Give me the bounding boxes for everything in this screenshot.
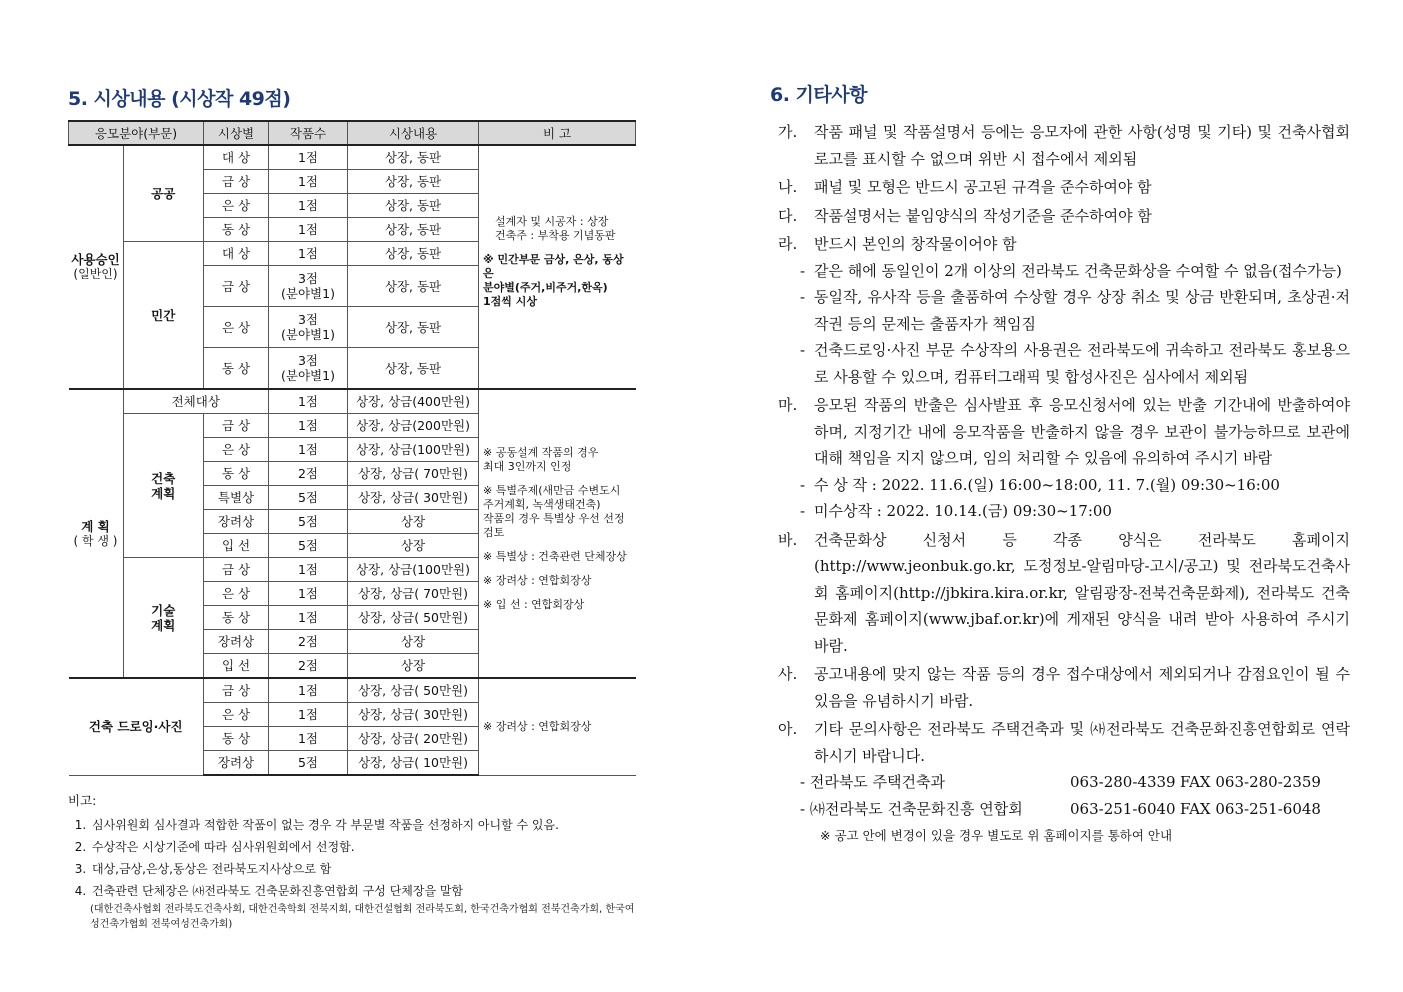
count-main: 3점	[297, 353, 319, 368]
item-marker: 라.	[778, 235, 798, 253]
award-cell: 금 상	[204, 558, 269, 582]
table-row	[69, 389, 636, 414]
remark-item: 4. 건축관련 단체장은 ㈔전라북도 건축문화진흥연합회 구성 단체장을 말함	[90, 880, 638, 902]
item-text: 패널 및 모형은 반드시 공고된 규격을 준수하여야 함	[814, 178, 1152, 196]
table-header-row	[69, 121, 636, 145]
plan-note-4: ※ 장려상 : 연합회장상	[483, 573, 592, 587]
item-marker: -	[800, 475, 806, 494]
prize-cell: 상장, 상금( 50만원)	[348, 678, 479, 703]
item-text: 같은 해에 동일인이 2개 이상의 전라북도 건축문화상을 수여할 수 없음(접수가능)	[814, 261, 1342, 280]
plan-group	[69, 389, 124, 678]
contact-row	[770, 796, 1350, 823]
count-sub: (분야별1)	[281, 286, 335, 301]
overall-label: 전체대상	[123, 389, 269, 414]
sub-item	[770, 472, 1350, 499]
item-marker: 마.	[778, 396, 798, 414]
prize-cell: 상장, 동판	[348, 218, 479, 242]
tech-plan-group: 기술 계획	[123, 558, 204, 679]
count-cell: 5점	[269, 510, 348, 534]
prize-cell: 상장, 상금( 70만원)	[348, 462, 479, 486]
count-main: 3점	[297, 271, 319, 286]
count-cell: 1점	[269, 606, 348, 630]
plan-note-3: ※ 특별상 : 건축관련 단체장상	[483, 549, 627, 563]
contact-name: - 전라북도 주택건축과	[800, 773, 946, 791]
header-note: 비 고	[479, 121, 636, 145]
item-marker: -	[800, 288, 806, 306]
prize-cell: 상장, 상금( 30만원)	[348, 486, 479, 510]
remark-item: 1. 심사위원회 심사결과 적합한 작품이 없는 경우 각 부문별 작품을 선정하지 아니할 수 있음.	[90, 814, 638, 836]
arch-plan-group: 건축 계획	[123, 414, 204, 558]
award-cell: 대 상	[204, 145, 269, 170]
sub-item	[770, 258, 1350, 285]
table-row	[69, 145, 636, 170]
count-cell: 1점	[269, 194, 348, 218]
count-cell: 1점	[269, 678, 348, 703]
prize-cell: 상장	[348, 654, 479, 679]
item-marker: 가.	[778, 123, 798, 141]
section-6-title: 6. 기타사항	[770, 84, 867, 106]
count-main: 3점	[297, 312, 319, 327]
item-marker: 다.	[778, 206, 798, 225]
prize-cell: 상장, 동판	[348, 194, 479, 218]
count-cell: 1점	[269, 558, 348, 582]
item-marker: 사.	[778, 665, 798, 683]
count-cell: 1점	[269, 218, 348, 242]
item-marker: -	[800, 261, 806, 280]
sub-item	[770, 337, 1350, 390]
usage-label: 사용승인	[71, 252, 120, 267]
award-cell: 대 상	[204, 242, 269, 266]
count-cell: 1점	[269, 582, 348, 606]
remark-item: 2. 수상작은 시상기준에 따라 심사위원회에서 선정함.	[90, 836, 638, 858]
item-text: 응모된 작품의 반출은 심사발표 후 응모신청서에 있는 반출 기간내에 반출하여야 하며, 지정기간 내에 응모작품을 반출하지 않을 경우 보관이 불가능하므로 보관에 대해 책임을 지지 않으며, 임의 처리할 수 있음에 유의하여 주시기 바람	[814, 396, 1350, 467]
count-sub: (분야별1)	[281, 327, 335, 342]
remark-item: 3. 대상,금상,은상,동상은 전라북도지사상으로 함	[90, 858, 638, 880]
award-cell: 은 상	[204, 703, 269, 727]
prize-cell: 상장, 상금(200만원)	[348, 414, 479, 438]
notice-item	[770, 392, 1350, 472]
award-cell: 입 선	[204, 534, 269, 558]
prize-cell: 상장, 상금( 10만원)	[348, 751, 479, 776]
award-cell: 동 상	[204, 462, 269, 486]
prize-cell: 상장, 동판	[348, 266, 479, 307]
prize-cell: 상장, 상금( 30만원)	[348, 703, 479, 727]
item-text: 기타 문의사항은 전라북도 주택건축과 및 ㈔전라북도 건축문화진흥연합회로 연락하시기 바랍니다.	[814, 720, 1350, 765]
count-cell: 1점	[269, 242, 348, 266]
count-cell: 2점	[269, 630, 348, 654]
prize-cell: 상장, 상금( 20만원)	[348, 727, 479, 751]
count-cell: 1점	[269, 703, 348, 727]
contact-fax: FAX 063-280-2359	[1180, 773, 1321, 791]
item-marker: -	[800, 502, 806, 520]
usage-note-2: ※ 민간부문 금상, 은상, 동상은 분야별(주거,비주거,한옥) 1점씩 시상	[483, 253, 624, 308]
plan-note-1: ※ 공동설계 작품의 경우 최대 3인까지 인정	[483, 445, 599, 473]
remarks	[68, 790, 638, 932]
prize-cell: 상장, 상금( 50만원)	[348, 606, 479, 630]
plan-sub: ( 학 생 )	[73, 533, 118, 548]
award-cell: 장려상	[204, 630, 269, 654]
section-5-title: 5. 시상내용 (시상작 49점)	[68, 88, 291, 110]
award-cell: 은 상	[204, 438, 269, 462]
remarks-heading: 비고:	[68, 793, 97, 808]
section-5	[68, 84, 638, 932]
contacts	[770, 769, 1350, 822]
prize-cell: 상장	[348, 510, 479, 534]
prize-cell: 상장	[348, 534, 479, 558]
award-cell: 동 상	[204, 727, 269, 751]
notice-item	[770, 231, 1350, 258]
usage-group	[69, 145, 124, 389]
count-cell: 1점	[269, 170, 348, 194]
award-cell: 동 상	[204, 348, 269, 390]
drawing-group: 건축 드로잉·사진	[69, 678, 204, 775]
table-row	[69, 678, 636, 703]
item-text: 작품설명서는 붙임양식의 작성기준을 준수하여야 함	[814, 206, 1152, 225]
prize-cell: 상장, 동판	[348, 145, 479, 170]
header-count: 작품수	[269, 121, 348, 145]
item-text: 미수상작 : 2022. 10.14.(금) 09:30~17:00	[814, 502, 1112, 520]
usage-note	[479, 145, 636, 389]
award-cell: 은 상	[204, 307, 269, 348]
public-group: 공공	[123, 145, 204, 242]
header-award: 시상별	[204, 121, 269, 145]
sub-item	[770, 498, 1350, 525]
prize-cell: 상장	[348, 630, 479, 654]
notice-item	[770, 119, 1350, 172]
item-marker: -	[800, 341, 806, 359]
award-cell: 동 상	[204, 606, 269, 630]
contact-row	[770, 769, 1350, 796]
plan-note-5: ※ 입 선 : 연합회장상	[483, 597, 585, 611]
prize-cell: 상장, 동판	[348, 170, 479, 194]
usage-note-1: 설계자 및 시공자 : 상장 건축주 : 부착용 기념동판	[495, 215, 616, 242]
section-6-body	[770, 119, 1350, 769]
count-cell: 5점	[269, 751, 348, 776]
private-group: 민간	[123, 242, 204, 390]
header-prize: 시상내용	[348, 121, 479, 145]
plan-label: 계 획	[81, 518, 110, 534]
prize-cell: 상장, 상금(400만원)	[348, 389, 479, 414]
award-cell: 특별상	[204, 486, 269, 510]
plan-note-2: ※ 특별주제(새만금 수변도시 주거계획, 녹색생태건축) 작품의 경우 특별상 우선 선정 검토	[483, 483, 625, 539]
prize-cell: 상장, 동판	[348, 242, 479, 266]
contact-name: - ㈔전라북도 건축문화진흥 연합회	[800, 799, 1023, 818]
header-field: 응모분야(부문)	[69, 121, 204, 145]
awards-table	[68, 120, 636, 776]
item-text: 반드시 본인의 창작물이어야 함	[814, 235, 1017, 253]
prize-cell: 상장, 동판	[348, 307, 479, 348]
item-text: 공고내용에 맞지 않는 작품 등의 경우 접수대상에서 제외되거나 감점요인이 될 수 있음을 유념하시기 바람.	[814, 665, 1350, 710]
contact-fax: FAX 063-251-6048	[1180, 799, 1321, 818]
item-text: 건축문화상 신청서 등 각종 양식은 전라북도 홈페이지(http://www.jeonbuk.go.kr, 도정정보-알림마당-고시/공고) 및 전라북도건축사회 홈페이지(http://jbkira.kira.or.kr, 알림광장-전북건축문화제), 전라북도 건축문화제 홈페이지(www.jbaf.or.kr)에 게재된 양식을 내려 받아 사용하여 주시기 바람.	[814, 530, 1350, 655]
section-6	[770, 80, 1350, 844]
count-cell	[269, 266, 348, 307]
count-cell: 2점	[269, 654, 348, 679]
award-cell: 금 상	[204, 170, 269, 194]
remarks-small: (대한건축사협회 전라북도건축사회, 대한건축학회 전북지회, 대한건설협회 전라북도회, 한국건축가협회 전북건축가회, 한국여성건축가협회 전북여성건축가회)	[90, 904, 635, 930]
award-cell: 금 상	[204, 678, 269, 703]
count-cell	[269, 307, 348, 348]
count-cell: 1점	[269, 727, 348, 751]
count-cell: 5점	[269, 486, 348, 510]
award-cell: 입 선	[204, 654, 269, 679]
prize-cell: 상장, 동판	[348, 348, 479, 390]
count-cell: 1점	[269, 414, 348, 438]
item-marker: 바.	[778, 530, 798, 549]
item-text: 동일작, 유사작 등을 출품하여 수상할 경우 상장 취소 및 상금 반환되며, 초상권·저작권 등의 문제는 출품자가 책임짐	[814, 288, 1350, 333]
sub-item	[770, 284, 1350, 337]
count-sub: (분야별1)	[281, 368, 335, 383]
award-cell: 은 상	[204, 582, 269, 606]
item-marker: 나.	[778, 178, 798, 196]
notice-item	[770, 716, 1350, 769]
count-cell: 1점	[269, 389, 348, 414]
count-cell	[269, 348, 348, 390]
count-cell: 1점	[269, 145, 348, 170]
prize-cell: 상장, 상금(100만원)	[348, 438, 479, 462]
notice-item	[770, 203, 1350, 230]
usage-sub: (일반인)	[73, 267, 118, 281]
contact-phone: 063-280-4339	[1070, 773, 1176, 791]
notice-item	[770, 661, 1350, 714]
plan-note	[479, 389, 636, 678]
item-marker: 아.	[778, 720, 798, 738]
final-note: ※ 공고 안에 변경이 있을 경우 별도로 위 홈페이지를 통하여 안내	[820, 828, 1173, 843]
count-cell: 2점	[269, 462, 348, 486]
count-cell: 1점	[269, 438, 348, 462]
notice-item	[770, 174, 1350, 201]
award-cell: 금 상	[204, 266, 269, 307]
contact-phone: 063-251-6040	[1070, 799, 1176, 818]
prize-cell: 상장, 상금(100만원)	[348, 558, 479, 582]
drawing-note: ※ 장려상 : 연합회장상	[479, 678, 636, 775]
prize-cell: 상장, 상금( 70만원)	[348, 582, 479, 606]
item-text: 작품 패널 및 작품설명서 등에는 응모자에 관한 사항(성명 및 기타) 및 건축사협회 로고를 표시할 수 없으며 위반 시 접수에서 제외됨	[814, 123, 1350, 168]
award-cell: 금 상	[204, 414, 269, 438]
count-cell: 5점	[269, 534, 348, 558]
award-cell: 장려상	[204, 751, 269, 776]
award-cell: 동 상	[204, 218, 269, 242]
award-cell: 은 상	[204, 194, 269, 218]
notice-item	[770, 527, 1350, 660]
award-cell: 장려상	[204, 510, 269, 534]
item-text: 수 상 작 : 2022. 11.6.(일) 16:00~18:00, 11. 7.(월) 09:30~16:00	[814, 475, 1280, 494]
item-text: 건축드로잉·사진 부문 수상작의 사용권은 전라북도에 귀속하고 전라북도 홍보용으로 사용할 수 있으며, 컴퓨터그래픽 및 합성사진은 심사에서 제외됨	[814, 341, 1350, 386]
